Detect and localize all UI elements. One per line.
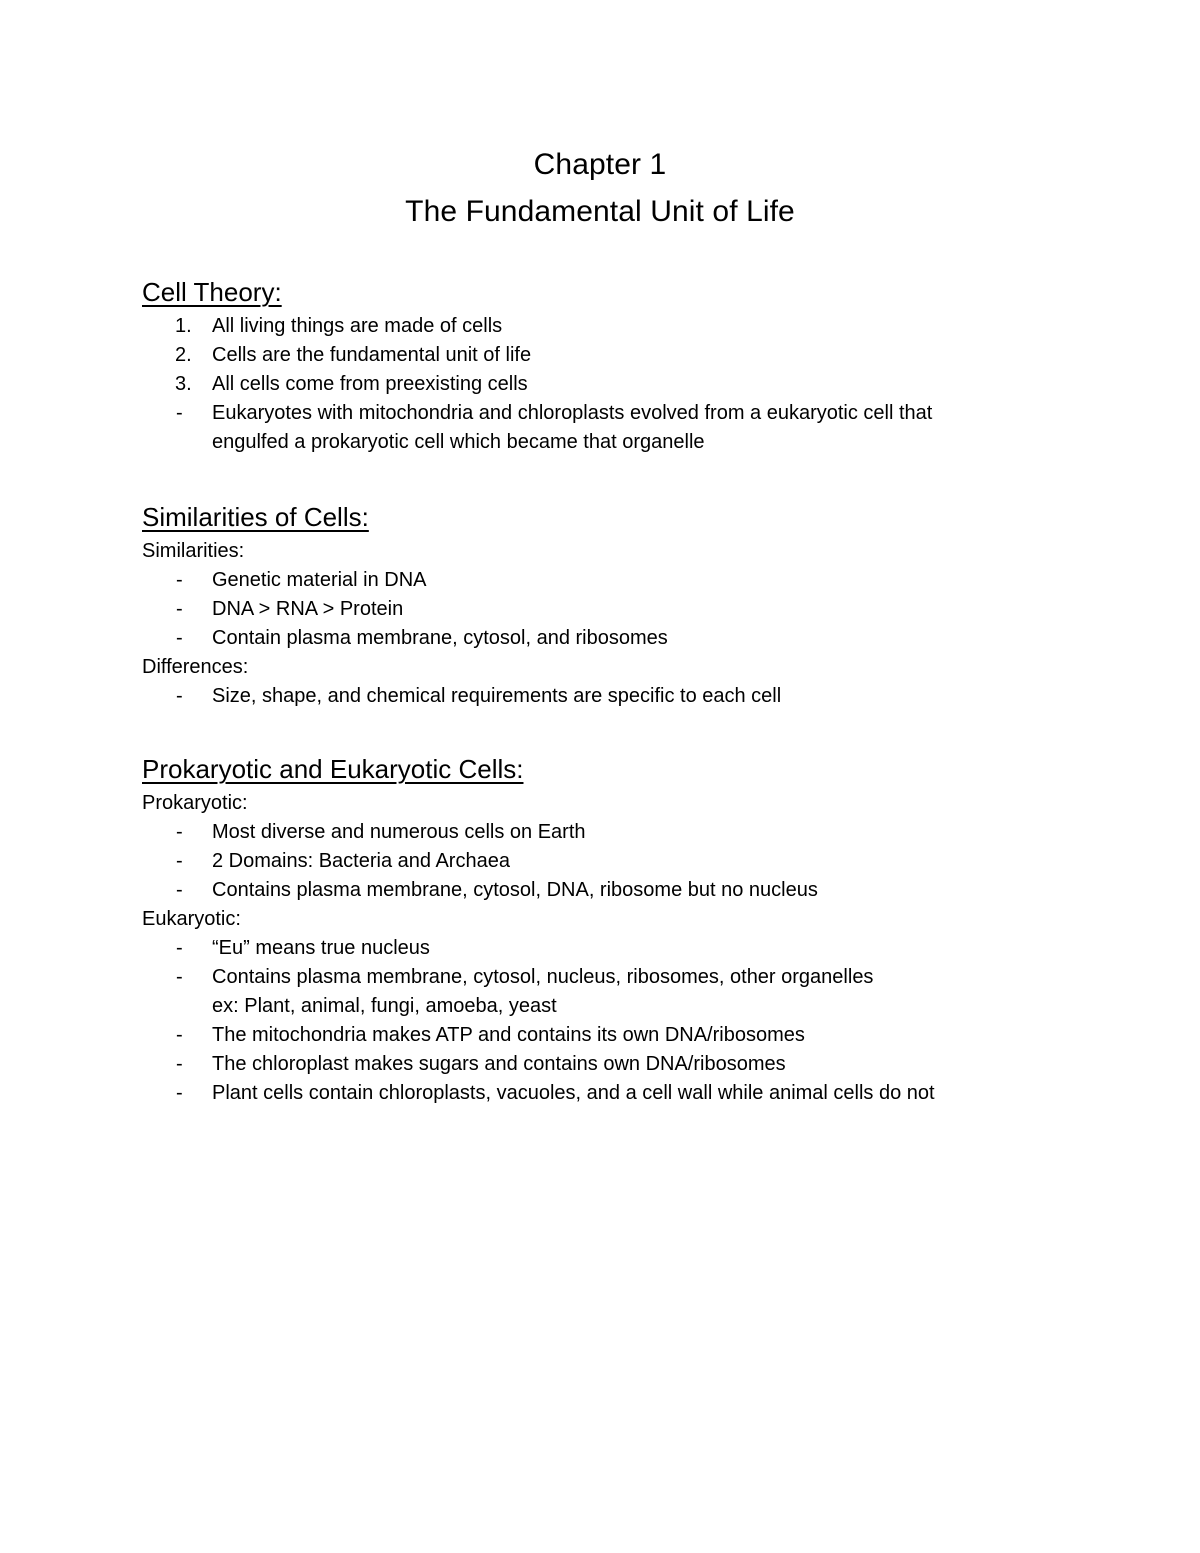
list-marker: - — [176, 1082, 183, 1104]
list-item-text: All cells come from preexisting cells — [212, 373, 528, 395]
list-marker: - — [176, 850, 183, 872]
list-item — [142, 876, 1042, 905]
list-item — [142, 934, 1042, 963]
list-item — [142, 595, 1042, 624]
prokaryotic-list — [142, 818, 1042, 905]
list-marker: 3. — [175, 373, 192, 395]
list-marker: - — [176, 627, 183, 649]
list-item — [142, 624, 1042, 653]
list-item-text: Contains plasma membrane, cytosol, DNA, ribosome but no nucleus — [212, 879, 818, 901]
list-item — [142, 341, 1042, 370]
list-item-text: Eukaryotes with mitochondria and chloroplasts evolved from a eukaryotic cell that — [212, 402, 933, 424]
list-item — [142, 399, 1042, 457]
list-item-text: 2 Domains: Bacteria and Archaea — [212, 850, 510, 872]
list-marker: - — [176, 1053, 183, 1075]
list-item — [142, 566, 1042, 595]
section-heading-prokaryotic-eukaryotic: Prokaryotic and Eukaryotic Cells: — [142, 754, 524, 784]
list-item-text-continued: engulfed a prokaryotic cell which became that organelle — [212, 431, 705, 453]
document-body — [142, 272, 1042, 1108]
chapter-title: The Fundamental Unit of Life — [405, 195, 795, 228]
list-marker: - — [176, 402, 183, 424]
subheading-eukaryotic: Eukaryotic: — [142, 908, 241, 930]
list-item — [142, 682, 1042, 711]
similarities-list — [142, 566, 1042, 653]
list-marker: - — [176, 879, 183, 901]
title-block — [0, 141, 1200, 235]
list-marker: 2. — [175, 344, 192, 366]
section-heading-similarities: Similarities of Cells: — [142, 502, 369, 532]
cell-theory-list — [142, 312, 1042, 457]
list-item-text: Contain plasma membrane, cytosol, and ribosomes — [212, 627, 668, 649]
eukaryotic-list — [142, 934, 1042, 1108]
list-item-text: The mitochondria makes ATP and contains its own DNA/ribosomes — [212, 1024, 805, 1046]
list-item — [142, 1050, 1042, 1079]
list-marker: - — [176, 966, 183, 988]
section-heading-cell-theory: Cell Theory: — [142, 277, 282, 307]
list-marker: - — [176, 821, 183, 843]
list-item-text: Contains plasma membrane, cytosol, nucleus, ribosomes, other organelles — [212, 966, 874, 988]
list-item-text: The chloroplast makes sugars and contains own DNA/ribosomes — [212, 1053, 786, 1075]
list-item-text: Genetic material in DNA — [212, 569, 427, 591]
list-item — [142, 847, 1042, 876]
subheading-differences: Differences: — [142, 656, 249, 678]
list-item-text: Cells are the fundamental unit of life — [212, 344, 532, 366]
list-item — [142, 370, 1042, 399]
subheading-prokaryotic: Prokaryotic: — [142, 792, 248, 814]
list-item-text: Plant cells contain chloroplasts, vacuoles, and a cell wall while animal cells do not — [212, 1082, 935, 1104]
subheading-similarities: Similarities: — [142, 540, 245, 562]
list-item-text: Size, shape, and chemical requirements are specific to each cell — [212, 685, 782, 707]
list-marker: - — [176, 1024, 183, 1046]
chapter-number: Chapter 1 — [533, 148, 667, 181]
list-item-text: “Eu” means true nucleus — [212, 937, 430, 959]
list-item — [142, 1021, 1042, 1050]
list-item — [142, 818, 1042, 847]
list-item-text: Most diverse and numerous cells on Earth — [212, 821, 586, 843]
list-marker: - — [176, 937, 183, 959]
list-item — [142, 963, 1042, 1021]
list-item-text-continued: ex: Plant, animal, fungi, amoeba, yeast — [212, 995, 557, 1017]
list-marker: - — [176, 569, 183, 591]
list-item — [142, 1079, 1042, 1108]
differences-list — [142, 682, 1042, 711]
list-marker: - — [176, 598, 183, 620]
list-item-text: All living things are made of cells — [212, 315, 503, 337]
list-marker: - — [176, 685, 183, 707]
list-item — [142, 312, 1042, 341]
list-marker: 1. — [175, 315, 192, 337]
list-item-text: DNA > RNA > Protein — [212, 598, 404, 620]
